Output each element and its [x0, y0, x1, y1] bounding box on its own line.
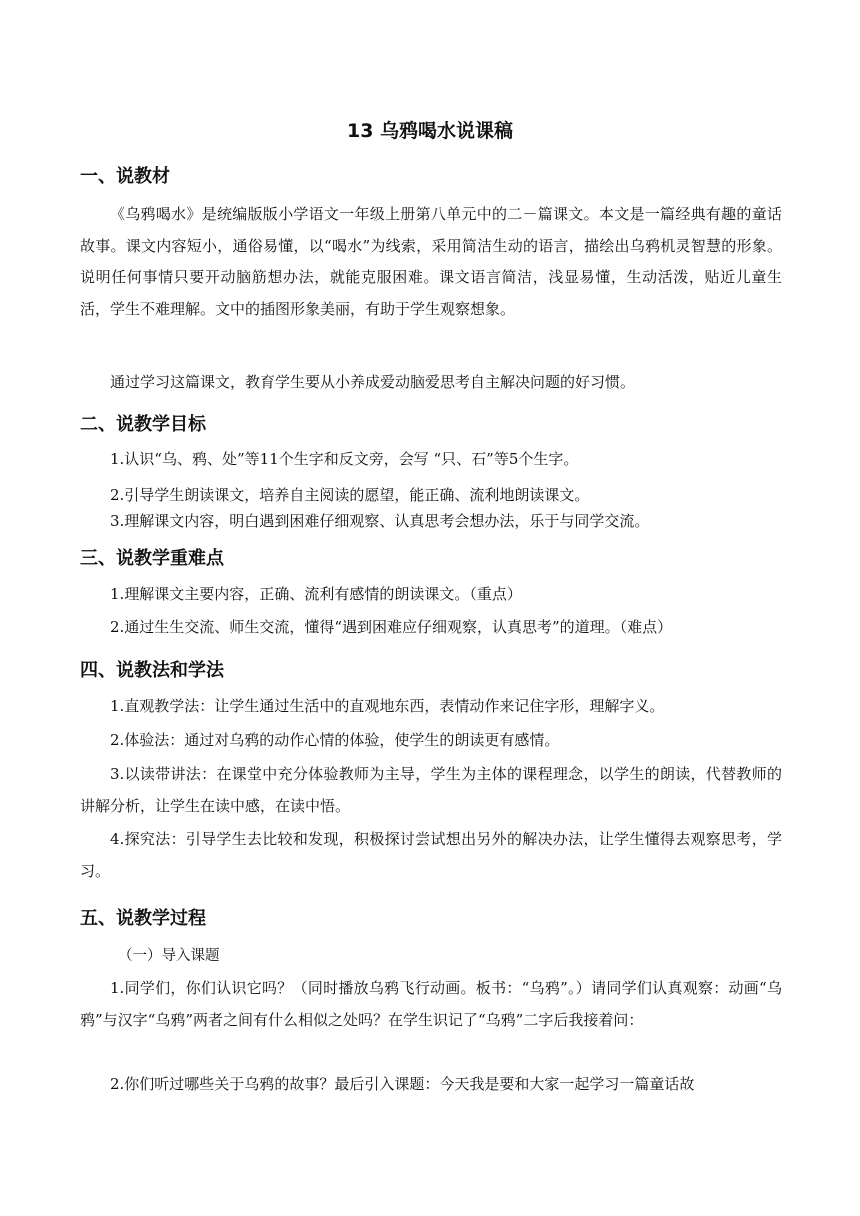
paragraph: 4.探究法：引导学生去比较和发现，积极探讨尝试想出另外的解决办法，让学生懂得去观察思考，学习。	[80, 830, 782, 880]
paragraph: 1.直观教学法：让学生通过生活中的直观地东西，表情动作来记住字形，理解字义。	[110, 697, 665, 715]
paragraph: 《乌鸦喝水》是统编版版小学语文一年级上册第八单元中的二－篇课文。本文是一篇经典有趣的童话故事。课文内容短小，通俗易懂，以“喝水”为线索，采用简洁生动的语言，描绘出乌鸦机灵智慧的形象。说明任何事情只要开动脑筋想办法，就能克服困难。课文语言简洁，浅显易懂，生动活泼，贴近儿童生活，学生不难理解。文中的插图形象美丽，有助于学生观察想象。	[80, 205, 782, 318]
section-heading: 二、说教学目标	[80, 414, 206, 435]
paragraph: 2.通过生生交流、师生交流，懂得“遇到困难应仔细观察，认真思考”的道理。（难点）	[110, 618, 673, 636]
subsection-heading: （一）导入课题	[118, 948, 220, 964]
paragraph: 2.体验法：通过对乌鸦的动作心情的体验，使学生的朗读更有感情。	[110, 731, 560, 749]
document-title: 13 乌鸦喝水说课稿	[346, 120, 514, 142]
paragraph: 通过学习这篇课文，教育学生要从小养成爱动脑爱思考自主解决问题的好习惯。	[110, 373, 636, 391]
paragraph: 2.你们听过哪些关于乌鸦的故事？最后引入课题：今天我是要和大家一起学习一篇童话故	[110, 1075, 695, 1093]
section-heading: 五、说教学过程	[80, 908, 206, 929]
section-heading: 三、说教学重难点	[80, 548, 224, 569]
paragraph: 3.理解课文内容，明白遇到困难仔细观察、认真思考会想办法，乐于与同学交流。	[110, 512, 650, 530]
paragraph: 1.理解课文主要内容，正确、流利有感情的朗读课文。（重点）	[110, 585, 522, 603]
paragraph: 1.认识“乌、鸦、处”等11个生字和反文旁，会写 “只、石”等5个生字。	[110, 450, 579, 468]
section-heading: 一、说教材	[80, 166, 170, 187]
paragraph: 3.以读带讲法：在课堂中充分体验教师为主导，学生为主体的课程理念，以学生的朗读，代替教师的讲解分析，让学生在读中感，在读中悟。	[80, 765, 782, 815]
paragraph: 1.同学们，你们认识它吗？（同时播放乌鸦飞行动画。板书：“乌鸦”。）请同学们认真观察：动画“乌鸦”与汉字“乌鸦”两者之间有什么相似之处吗？在学生识记了“乌鸦”二字后我接着问：	[80, 979, 782, 1029]
paragraph: 2.引导学生朗读课文，培养自主阅读的愿望，能正确、流利地朗读课文。	[110, 486, 590, 504]
section-heading: 四、说教法和学法	[80, 660, 224, 681]
